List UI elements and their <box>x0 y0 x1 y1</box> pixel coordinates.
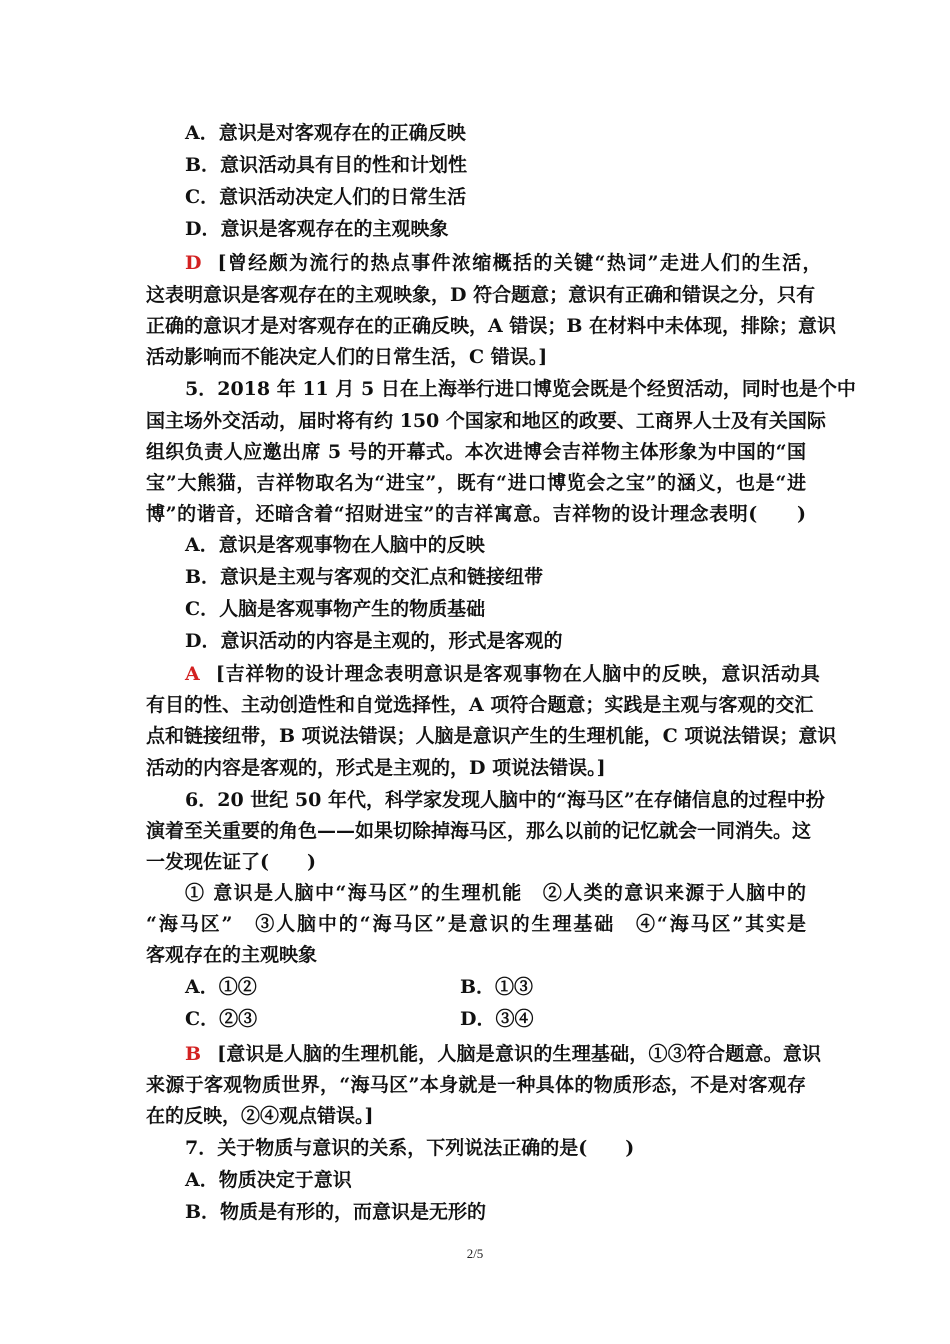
q5-answer: A <box>185 663 200 685</box>
q6-answer-line <box>185 1039 821 1069</box>
q6-explanation-line-2: 来源于客观物质世界，“海马区”本身就是一种具体的物质形态，不是对客观存 <box>146 1074 806 1096</box>
q4-answer: D <box>185 252 202 274</box>
q6-explanation-line-3: 在的反映，②④观点错误。] <box>146 1105 374 1127</box>
q6-stem-line-3: 一发现佐证了( ) <box>146 851 316 873</box>
q6-answer: B <box>185 1043 202 1065</box>
q7-option-b: B．物质是有形的，而意识是无形的 <box>185 1201 487 1223</box>
q5-explanation-line-4: 活动的内容是客观的，形式是主观的，D 项说法错误。] <box>146 757 606 779</box>
q4-explanation-line-4: 活动影响而不能决定人们的日常生活，C 错误。] <box>146 346 548 368</box>
q6-statements-line-2: “海马区” ③人脑中的“海马区”是意识的生理基础 ④“海马区”其实是 <box>146 913 806 935</box>
q6-stem-line-1: 6．20 世纪 50 年代，科学家发现人脑中的“海马区”在存储信息的过程中扮 <box>185 789 825 811</box>
q5-stem-line-1: 5．2018 年 11 月 5 日在上海举行进口博览会既是个经贸活动，同时也是个中 <box>185 378 856 400</box>
q5-answer-line <box>185 659 820 689</box>
q5-option-c: C．人脑是客观事物产生的物质基础 <box>185 598 486 620</box>
q6-statements-line-1: ① 意识是人脑中“海马区”的生理机能 ②人类的意识来源于人脑中的 <box>185 882 806 904</box>
q5-stem-line-4: 宝”大熊猫，吉祥物取名为“进宝”，既有“进口博览会之宝”的涵义，也是“进 <box>146 472 806 494</box>
q5-stem-line-3: 组织负责人应邀出席 5 号的开幕式。本次进博会吉祥物主体形象为中国的“国 <box>146 441 806 463</box>
q6-stem-line-2: 演着至关重要的角色——如果切除掉海马区，那么以前的记忆就会一同消失。这 <box>146 820 812 842</box>
q6-explanation-line-1: [意识是人脑的生理机能，人脑是意识的生理基础，①③符合题意。意识 <box>217 1043 822 1065</box>
q6-statements-line-3: 客观存在的主观映象 <box>146 944 318 966</box>
q7-stem: 7．关于物质与意识的关系，下列说法正确的是( ) <box>185 1137 635 1159</box>
q5-option-b: B．意识是主观与客观的交汇点和链接纽带 <box>185 566 544 588</box>
q5-stem-line-5: 博”的谐音，还暗含着“招财进宝”的吉祥寓意。吉祥物的设计理念表明( ) <box>146 503 806 525</box>
q7-option-a: A．物质决定于意识 <box>185 1169 352 1191</box>
q4-answer-line <box>185 248 821 278</box>
q4-explanation-line-3: 正确的意识才是对客观存在的正确反映，A 错误；B 在材料中未体现，排除；意识 <box>146 315 837 337</box>
q4-option-a: A．意识是对客观存在的正确反映 <box>185 122 466 144</box>
q6-option-a: A．①② <box>185 976 257 998</box>
q5-explanation-line-2: 有目的性、主动创造性和自觉选择性，A 项符合题意；实践是主观与客观的交汇 <box>146 694 814 716</box>
q4-explanation-line-2: 这表明意识是客观存在的主观映象，D 符合题意；意识有正确和错误之分，只有 <box>146 284 816 306</box>
q4-option-c: C．意识活动决定人们的日常生活 <box>185 186 467 208</box>
q4-explanation-line-1: [曾经颇为流行的热点事件浓缩概括的关键“热词”走进人们的生活， <box>217 252 822 274</box>
q6-option-d: D．③④ <box>460 1008 534 1030</box>
q5-explanation-line-3: 点和链接纽带，B 项说法错误；人脑是意识产生的生理机能，C 项说法错误；意识 <box>146 725 837 747</box>
q6-option-b: B．①③ <box>460 976 534 998</box>
page-number: 2/5 <box>466 1246 484 1261</box>
q4-option-d: D．意识是客观存在的主观映象 <box>185 218 449 240</box>
q5-option-a: A．意识是客观事物在人脑中的反映 <box>185 534 485 556</box>
q4-option-b: B．意识活动具有目的性和计划性 <box>185 154 468 176</box>
q5-explanation-line-1: [吉祥物的设计理念表明意识是客观事物在人脑中的反映，意识活动具 <box>215 663 820 685</box>
q5-stem-line-2: 国主场外交活动，届时将有约 150 个国家和地区的政要、工商界人士及有关国际 <box>146 410 826 432</box>
q5-option-d: D．意识活动的内容是主观的，形式是客观的 <box>185 630 563 652</box>
q6-option-c: C．②③ <box>185 1008 258 1030</box>
